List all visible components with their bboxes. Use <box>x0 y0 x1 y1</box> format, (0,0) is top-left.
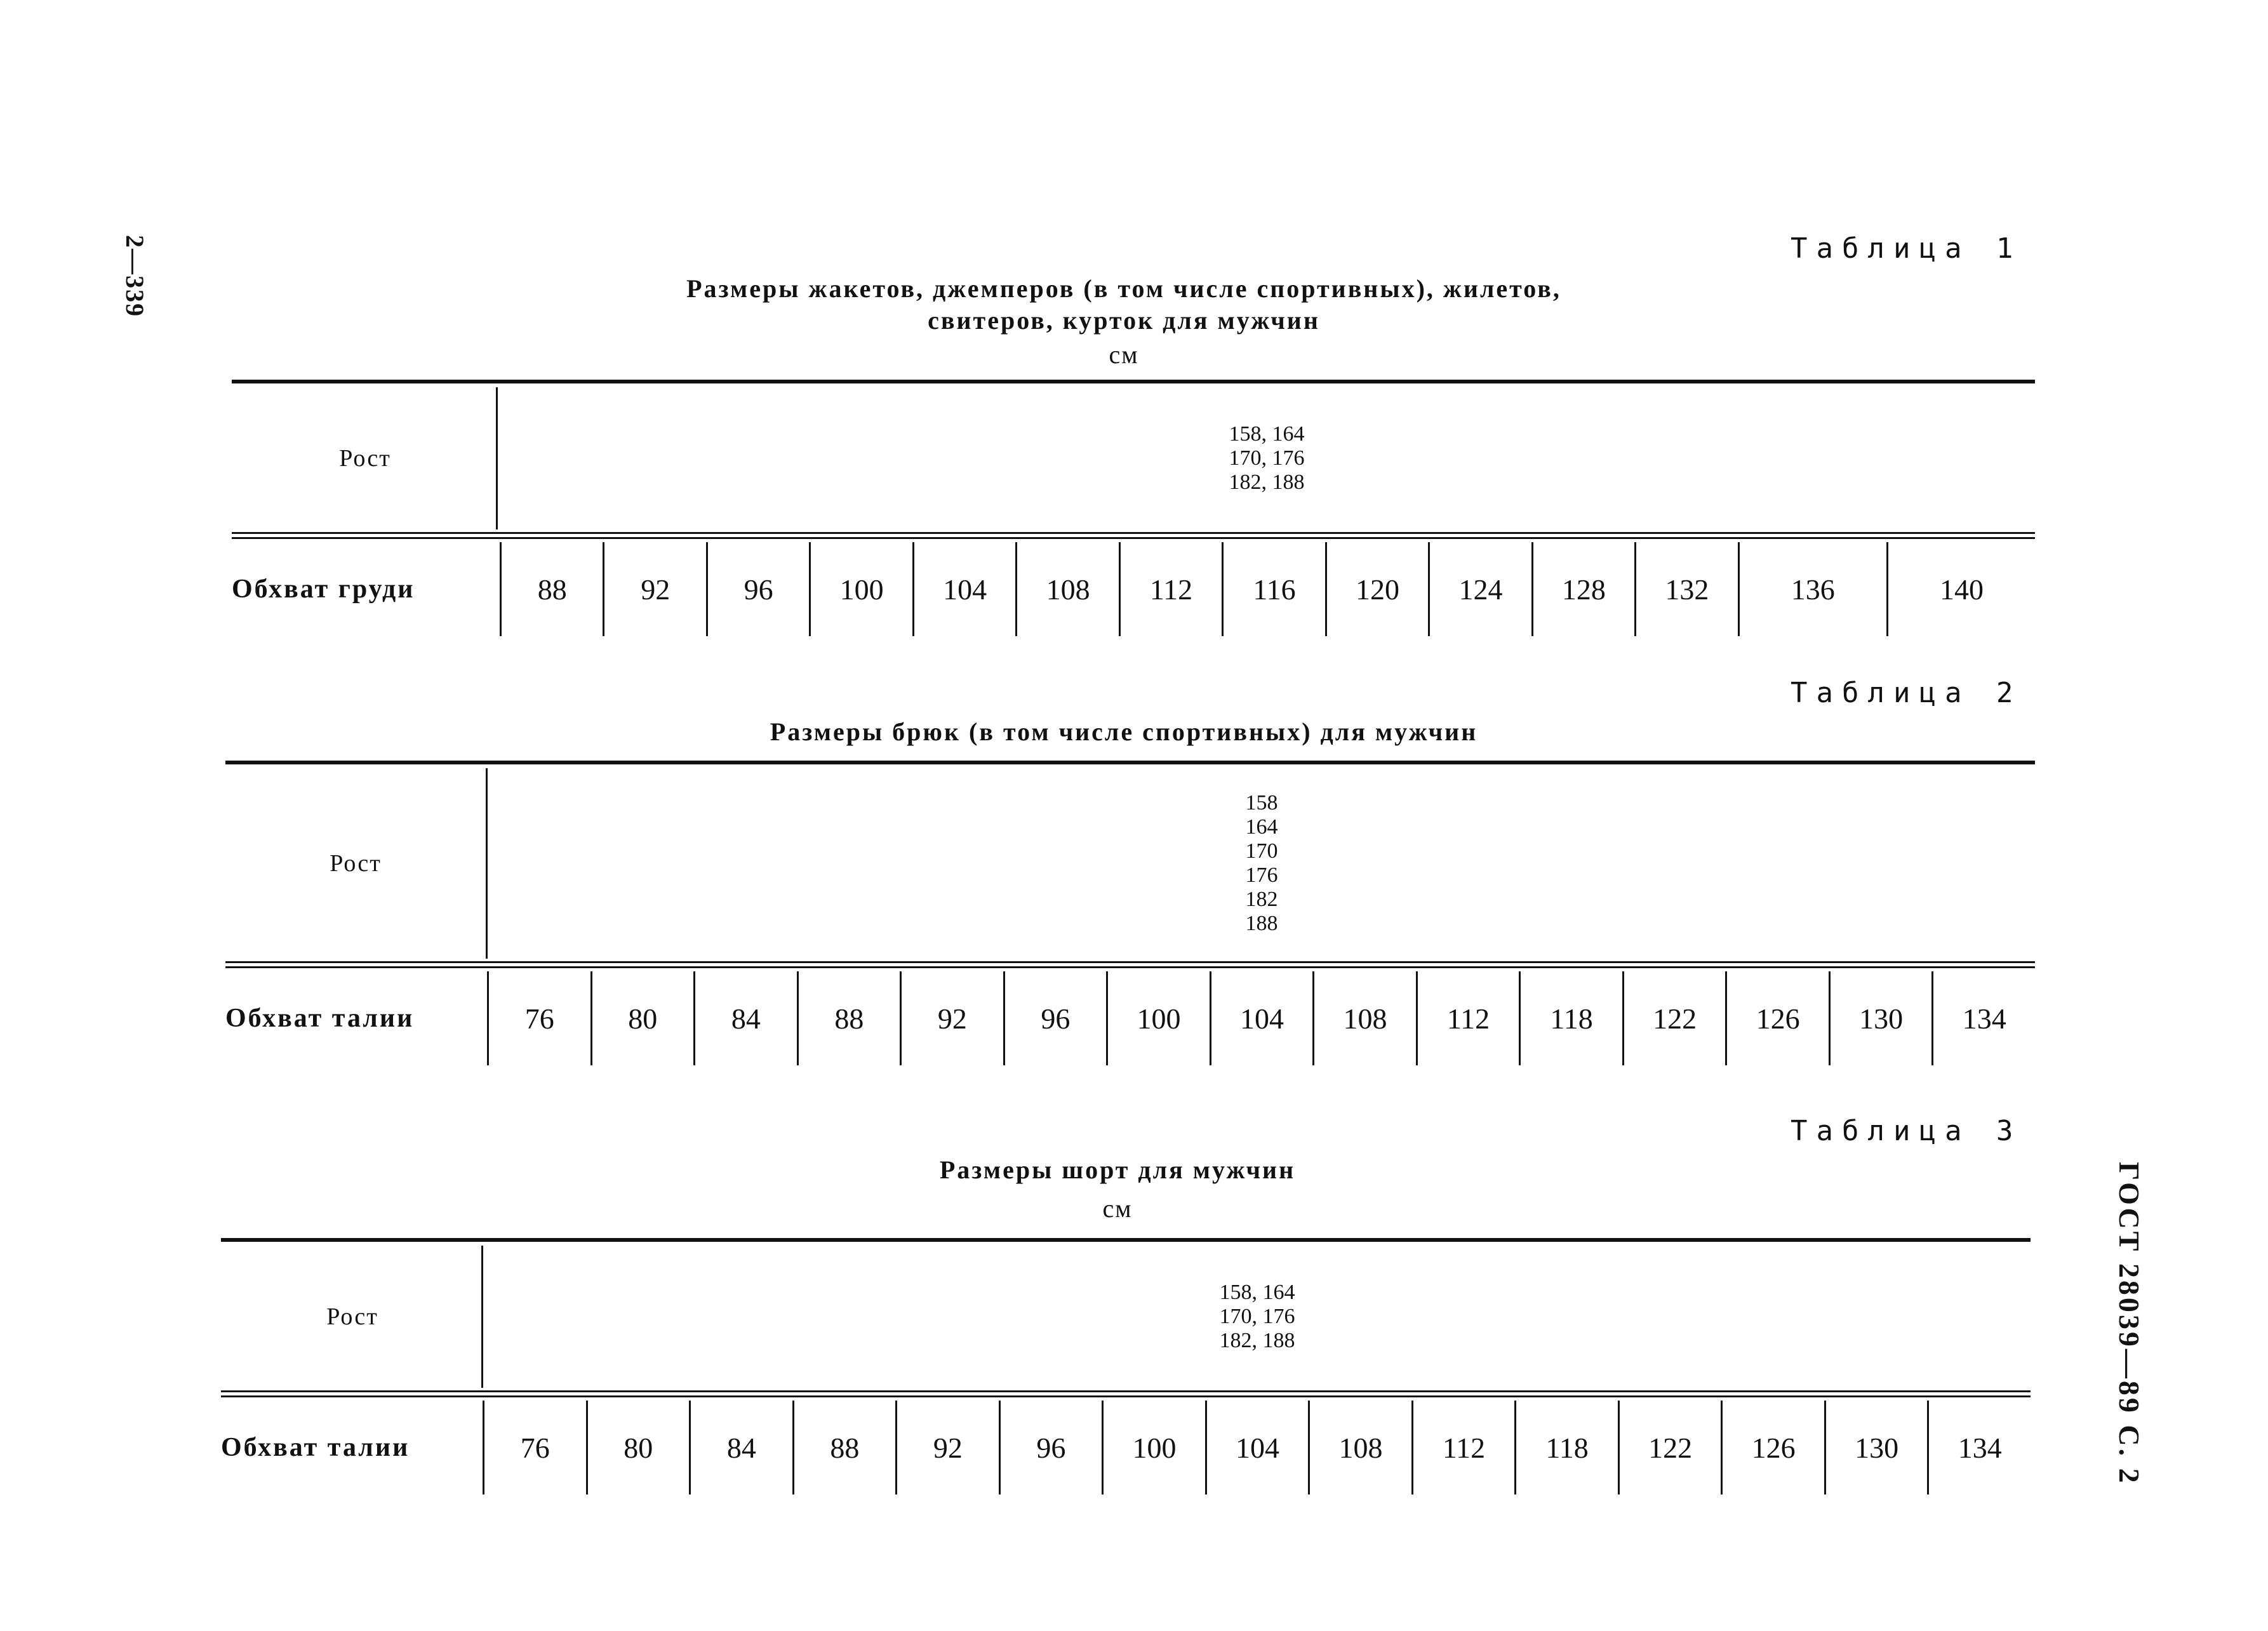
table-3-label: Таблица 3 <box>1791 1115 2022 1147</box>
table-cell: 92 <box>603 542 705 636</box>
page-number: 2—339 <box>121 235 149 317</box>
table-3-height-header: Рост <box>326 1303 378 1330</box>
table-cell: 100 <box>1106 971 1210 1065</box>
table-3-unit: см <box>1102 1194 1133 1223</box>
table-3-cells <box>483 1401 2031 1495</box>
table-2-height-header: Рост <box>330 850 382 877</box>
table-cell: 126 <box>1725 971 1829 1065</box>
table-cell: 136 <box>1738 542 1886 636</box>
table-cell: 88 <box>792 1401 896 1495</box>
table-1-title <box>229 273 2019 336</box>
table-cell: 122 <box>1622 971 1726 1065</box>
height-group: 182, 188 <box>1229 470 1305 494</box>
table-cell: 134 <box>1931 971 2035 1065</box>
table-cell: 96 <box>999 1401 1102 1495</box>
table-1 <box>232 380 2035 640</box>
table-2-heights <box>488 768 2035 959</box>
table-3-title-line1: Размеры шорт для мужчин <box>939 1155 1296 1184</box>
table-cell: 112 <box>1416 971 1519 1065</box>
table-cell: 122 <box>1618 1401 1721 1495</box>
table-cell: 112 <box>1411 1401 1515 1495</box>
table-cell: 126 <box>1721 1401 1824 1495</box>
table-cell: 118 <box>1519 971 1622 1065</box>
table-cell: 116 <box>1222 542 1324 636</box>
height-group: 170, 176 <box>1229 446 1305 470</box>
table-cell: 88 <box>500 542 603 636</box>
table-cell: 108 <box>1015 542 1118 636</box>
table-3 <box>221 1238 2031 1498</box>
table-cell: 108 <box>1312 971 1416 1065</box>
height-value: 170 <box>1245 839 1278 863</box>
table-3-row-header: Обхват талии <box>221 1433 410 1462</box>
table-1-mid-rule-2 <box>232 537 2035 539</box>
table-2-cells <box>487 971 2035 1065</box>
table-cell: 80 <box>586 1401 690 1495</box>
table-cell: 108 <box>1308 1401 1411 1495</box>
height-group: 182, 188 <box>1219 1329 1295 1352</box>
table-cell: 100 <box>809 542 912 636</box>
table-3-mid-rule <box>221 1390 2031 1392</box>
table-cell: 88 <box>797 971 900 1065</box>
table-2-title <box>229 716 2019 748</box>
table-3-heights <box>484 1246 2031 1388</box>
table-cell: 76 <box>483 1401 586 1495</box>
table-cell: 134 <box>1927 1401 2031 1495</box>
table-1-height-header: Рост <box>339 445 391 472</box>
table-1-row-header: Обхват груди <box>232 575 415 604</box>
table-2 <box>225 761 2035 1072</box>
table-2-title-line1: Размеры брюк (в том числе спортивных) для мужчин <box>770 717 1478 746</box>
table-1-top-rule <box>232 380 2035 383</box>
table-cell: 124 <box>1428 542 1531 636</box>
table-cell: 132 <box>1634 542 1737 636</box>
table-cell: 104 <box>1210 971 1313 1065</box>
table-cell: 96 <box>1003 971 1107 1065</box>
table-cell: 80 <box>590 971 694 1065</box>
height-value: 182 <box>1245 888 1278 911</box>
table-2-top-rule <box>225 761 2035 764</box>
table-cell: 104 <box>912 542 1015 636</box>
table-1-title-line1: Размеры жакетов, джемперов (в том числе спортивных), жилетов, <box>686 274 1561 303</box>
table-2-label: Таблица 2 <box>1791 677 2022 709</box>
table-1-title-line2: свитеров, курток для мужчин <box>928 306 1320 335</box>
table-3-header-divider <box>481 1246 483 1388</box>
table-1-header-divider <box>496 387 498 529</box>
standard-reference: ГОСТ 28039—89 С. 2 <box>2113 1162 2145 1486</box>
table-2-mid-rule <box>225 961 2035 963</box>
height-value: 176 <box>1245 863 1278 887</box>
table-cell: 130 <box>1824 1401 1928 1495</box>
table-3-mid-rule-2 <box>221 1395 2031 1397</box>
table-cell: 92 <box>895 1401 999 1495</box>
table-1-unit: см <box>1109 340 1139 369</box>
table-2-mid-rule-2 <box>225 966 2035 968</box>
table-cell: 92 <box>900 971 1003 1065</box>
height-value: 158 <box>1245 791 1278 815</box>
table-1-heights <box>498 387 2035 529</box>
table-cell: 130 <box>1829 971 1932 1065</box>
table-1-cells <box>500 542 2035 636</box>
table-cell: 84 <box>689 1401 792 1495</box>
table-cell: 76 <box>487 971 590 1065</box>
table-cell: 118 <box>1514 1401 1618 1495</box>
table-cell: 96 <box>706 542 809 636</box>
height-group: 158, 164 <box>1219 1281 1295 1304</box>
height-group: 158, 164 <box>1229 422 1305 446</box>
table-cell: 120 <box>1325 542 1428 636</box>
table-cell: 112 <box>1119 542 1222 636</box>
table-cell: 140 <box>1886 542 2035 636</box>
height-value: 188 <box>1245 912 1278 935</box>
table-3-title <box>229 1154 2006 1186</box>
table-2-header-divider <box>486 768 488 959</box>
table-1-label: Таблица 1 <box>1791 232 2022 265</box>
height-value: 164 <box>1245 815 1278 839</box>
table-cell: 84 <box>693 971 797 1065</box>
table-2-row-header: Обхват талии <box>225 1004 415 1033</box>
height-group: 170, 176 <box>1219 1305 1295 1328</box>
table-cell: 100 <box>1102 1401 1205 1495</box>
table-cell: 128 <box>1531 542 1634 636</box>
table-cell: 104 <box>1205 1401 1309 1495</box>
table-3-top-rule <box>221 1238 2031 1242</box>
table-1-mid-rule <box>232 532 2035 534</box>
